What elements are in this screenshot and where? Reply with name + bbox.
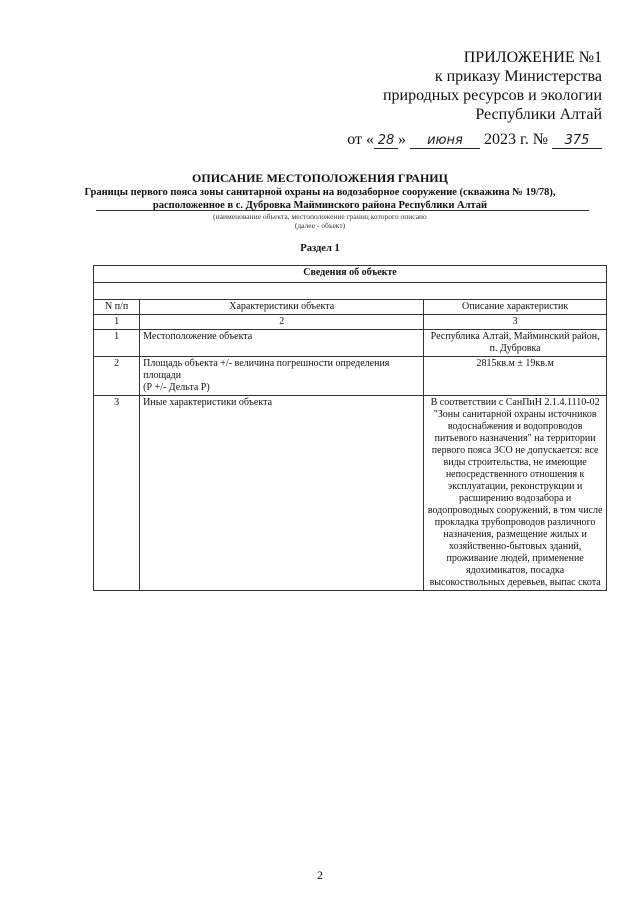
table-caption-row: [94, 266, 607, 283]
row-description: В соответствии с СанПиН 2.1.4.1110-02 "Зоны санитарной охраны источников водоснабжения и водопроводов питьевого назначения" на территории первого пояса ЗСО не допускается: все виды строительства, не имеющие непосредственного отношения к эксплуатации, реконструкции и расширению водозабора и водопроводных сооружений, в том числе прокладка трубопроводов различного назначения, размещение жилых и хозяйственно-бытовых зданий, проживание людей, применение ядохимикатов, посадка высокоствольных деревьев, выпас скота: [424, 396, 607, 591]
row-characteristic: Иные характеристики объекта: [140, 396, 424, 591]
row-num: 1: [94, 330, 140, 357]
row-characteristic: Местоположение объекта: [140, 330, 424, 357]
table-row: [94, 357, 607, 396]
index-cell: 3: [424, 315, 607, 330]
subtitle-line-1: Границы первого пояса зоны санитарной охраны на водозаборное сооружение (скважина № 19/78),: [84, 187, 556, 198]
handwritten-month: июня: [410, 133, 480, 149]
table-row: [94, 330, 607, 357]
index-cell: 2: [140, 315, 424, 330]
annex-line-order: к приказу Министерства: [434, 68, 602, 85]
row-description: Республика Алтай, Майминский район, п. Дубровка: [424, 330, 607, 357]
date-prefix: от «: [347, 131, 374, 148]
table-index-row: [94, 315, 607, 330]
row-num: 2: [94, 357, 140, 396]
table-caption: Сведения об объекте: [94, 266, 607, 283]
hint-line-2: (далее - объект): [294, 221, 346, 230]
object-info-table: [93, 265, 607, 591]
table-row: [94, 396, 607, 591]
hint-line-1: (наименование объекта, местоположение границ которого описано: [213, 212, 427, 221]
annex-date-line: [347, 130, 602, 149]
row-num: 3: [94, 396, 140, 591]
subtitle-line-2: расположенное в с. Дубровка Майминского района Республики Алтай: [152, 200, 488, 211]
annex-line-republic: Республики Алтай: [475, 106, 602, 123]
date-mid: »: [397, 131, 406, 148]
object-hint: [0, 212, 640, 230]
row-characteristic: Площадь объекта +/- величина погрешности определения площади (Р +/- Дельта Р): [140, 357, 424, 396]
document-title: ОПИСАНИЕ МЕСТОПОЛОЖЕНИЯ ГРАНИЦ: [192, 171, 448, 185]
document-subtitle: [0, 186, 640, 212]
header-num: N п/п: [94, 300, 140, 315]
index-cell: 1: [94, 315, 140, 330]
table-header-row: [94, 300, 607, 315]
annex-title: ПРИЛОЖЕНИЕ №1: [463, 49, 602, 66]
table-spacer-row: [94, 283, 607, 300]
header-characteristic: Характеристики объекта: [140, 300, 424, 315]
annex-block: [347, 48, 602, 149]
section-heading: Раздел 1: [300, 243, 340, 254]
handwritten-number: 375: [552, 133, 602, 149]
row-description: 2815кв.м ± 19кв.м: [424, 357, 607, 396]
subtitle-underline: [96, 210, 589, 211]
table-spacer: [94, 283, 607, 300]
page-number: 2: [317, 868, 323, 882]
annex-line-ministry: природных ресурсов и экологии: [382, 87, 602, 104]
date-year: 2023 г. №: [483, 131, 548, 148]
header-description: Описание характеристик: [424, 300, 607, 315]
handwritten-day: 28: [374, 133, 398, 149]
